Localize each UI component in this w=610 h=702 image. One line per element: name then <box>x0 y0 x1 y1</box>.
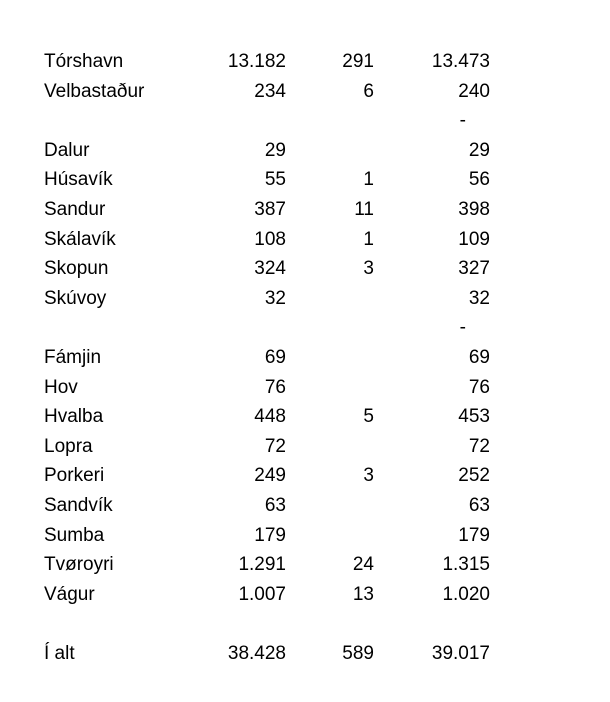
row-name: Húsavík <box>44 169 113 191</box>
table-row <box>0 77 610 107</box>
row-value-b: 11 <box>354 198 374 220</box>
row-value-total: 252 <box>458 465 490 487</box>
row-value-total: 32 <box>468 287 490 309</box>
row-name: Tvøroyri <box>44 554 114 576</box>
table-row <box>0 195 610 225</box>
table-row <box>0 550 610 580</box>
row-value-b: 13 <box>352 583 374 605</box>
row-value-total: 179 <box>458 524 490 546</box>
row-value-b: 1 <box>363 228 374 250</box>
table-row <box>0 521 610 551</box>
row-value-a: 324 <box>254 258 286 280</box>
table-row <box>0 225 610 255</box>
row-value-b: 1 <box>363 169 374 191</box>
row-name: Tórshavn <box>44 51 124 72</box>
row-value-a: 32 <box>264 287 286 309</box>
row-value-a: 38.428 <box>227 642 286 664</box>
table-row <box>0 639 610 669</box>
row-value-a: 29 <box>264 139 286 161</box>
row-value-total: 1.315 <box>442 554 490 576</box>
row-name: Sandur <box>44 198 106 220</box>
table-row <box>0 373 610 403</box>
row-value-a: 387 <box>254 198 286 220</box>
row-name: Dalur <box>44 139 90 161</box>
row-value-total: 69 <box>468 346 490 368</box>
row-name: Hvalba <box>44 406 104 428</box>
row-name: Velbastaður <box>44 80 145 102</box>
row-value-total: - <box>459 317 466 339</box>
row-value-total: 1.020 <box>442 583 490 605</box>
row-value-total: 327 <box>458 258 490 280</box>
row-value-b: 3 <box>363 258 374 280</box>
row-name: Sandvík <box>44 494 113 516</box>
row-name: Lopra <box>44 435 93 457</box>
row-value-a: 1.291 <box>238 554 286 576</box>
row-value-a: 179 <box>254 524 286 546</box>
table-row <box>0 402 610 432</box>
table-row <box>0 580 610 610</box>
table-row <box>0 136 610 166</box>
row-value-b: 5 <box>363 406 374 428</box>
row-value-total: - <box>459 110 466 132</box>
row-name: Skálavík <box>44 228 116 250</box>
row-value-a: 69 <box>264 346 286 368</box>
row-value-total: 13.473 <box>431 51 490 72</box>
table-row <box>0 432 610 462</box>
row-value-total: 56 <box>468 169 490 191</box>
row-value-a: 76 <box>264 376 286 398</box>
row-name: Hov <box>44 376 78 398</box>
row-value-a: 1.007 <box>238 583 286 605</box>
table-row <box>0 47 610 77</box>
row-value-total: 76 <box>468 376 490 398</box>
row-value-total: 29 <box>468 139 490 161</box>
row-value-total: 453 <box>458 406 490 428</box>
row-name: Sumba <box>44 524 105 546</box>
row-value-a: 249 <box>254 465 286 487</box>
row-value-b: 291 <box>342 51 374 72</box>
row-value-total: 72 <box>468 435 490 457</box>
row-value-total: 398 <box>458 198 490 220</box>
row-value-a: 55 <box>264 169 286 191</box>
row-name: Skopun <box>44 258 109 280</box>
row-value-a: 72 <box>264 435 286 457</box>
row-value-a: 108 <box>254 228 286 250</box>
row-value-b: 6 <box>363 80 374 102</box>
data-table <box>0 47 610 668</box>
spacer-row <box>0 609 610 639</box>
row-value-total: 240 <box>458 80 490 102</box>
row-name: Skúvoy <box>44 287 107 309</box>
row-name: Í alt <box>44 642 75 664</box>
row-value-total: 39.017 <box>431 642 490 664</box>
table-row <box>0 165 610 195</box>
row-name: Porkeri <box>44 465 105 487</box>
separator-row <box>0 106 610 136</box>
row-value-b: 3 <box>363 465 374 487</box>
table-row <box>0 254 610 284</box>
row-value-a: 63 <box>264 494 286 516</box>
row-value-total: 63 <box>468 494 490 516</box>
separator-row <box>0 313 610 343</box>
row-value-b: 589 <box>342 642 374 664</box>
row-value-a: 13.182 <box>227 51 286 72</box>
table-row <box>0 461 610 491</box>
row-value-total: 109 <box>458 228 490 250</box>
row-value-a: 234 <box>254 80 286 102</box>
row-value-a: 448 <box>254 406 286 428</box>
table-row <box>0 343 610 373</box>
row-name: Fámjin <box>44 346 102 368</box>
row-value-b: 24 <box>352 554 374 576</box>
row-name: Vágur <box>44 583 95 605</box>
table-row <box>0 491 610 521</box>
table-row <box>0 284 610 314</box>
